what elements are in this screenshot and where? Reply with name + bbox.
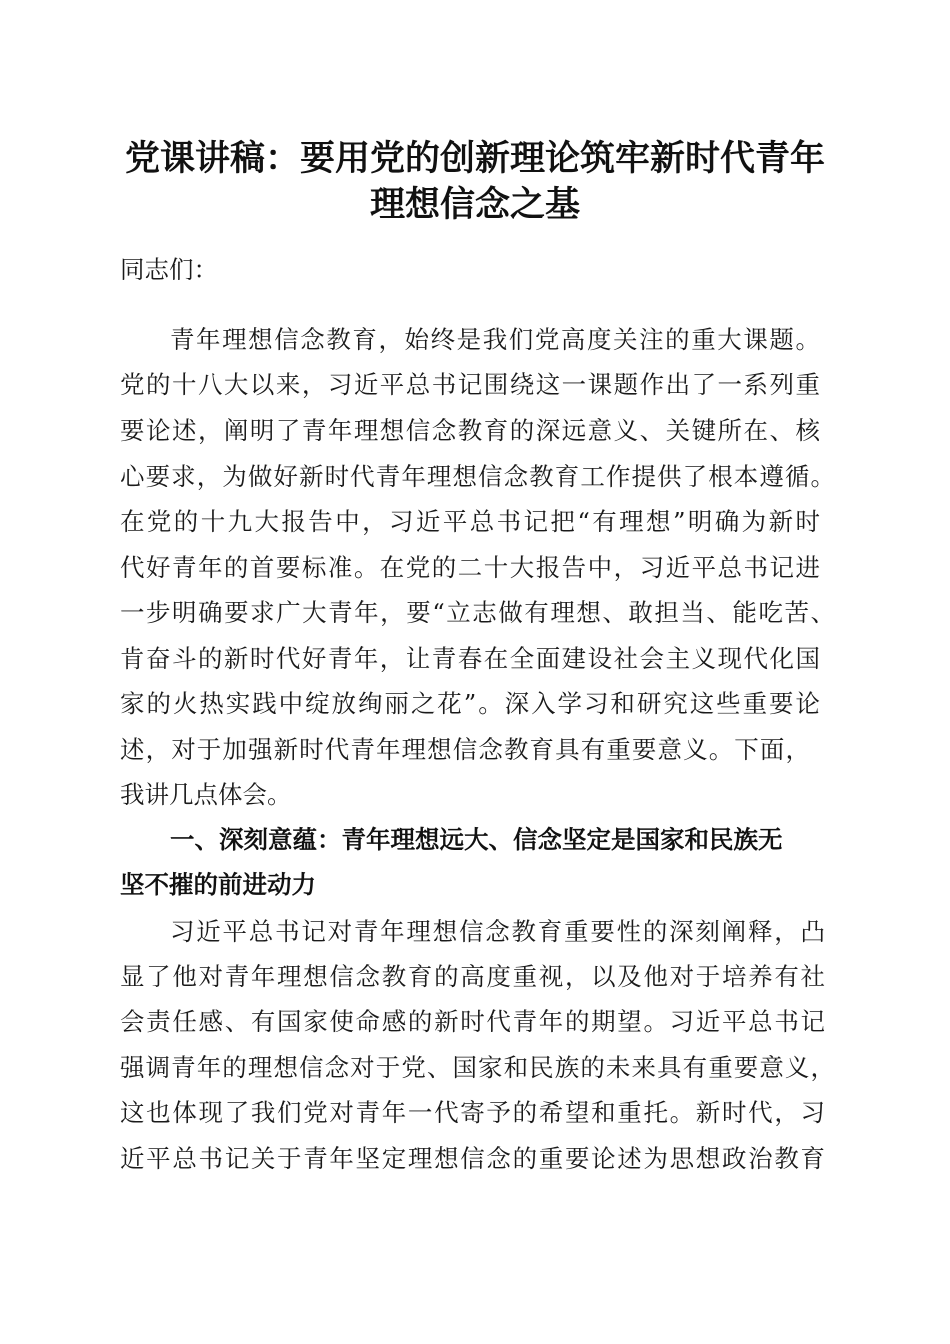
paragraph-1-line-1: 青年理想信念教育，始终是我们党高度关注的重大课题。 [170,325,820,354]
paragraph-1-line-6: 代好青年的首要标准。在党的二十大报告中，习近平总书记进 [120,553,820,582]
paragraph-1-line-5: 在党的十九大报告中，习近平总书记把“有理想”明确为新时 [120,507,820,536]
section-heading-1-line-2: 坚不摧的前进动力 [120,870,316,899]
paragraph-1-line-4: 心要求，为做好新时代青年理想信念教育工作提供了根本遵循。 [120,462,835,491]
paragraph-1-line-9: 家的火热实践中绽放绚丽之花”。深入学习和研究这些重要论 [120,689,820,718]
document-title-line-2: 理想信念之基 [369,185,580,225]
paragraph-1-line-8: 肯奋斗的新时代好青年，让青春在全面建设社会主义现代化国 [120,644,820,673]
paragraph-2-line-1: 习近平总书记对青年理想信念教育重要性的深刻阐释，凸 [170,917,825,946]
paragraph-1-line-3: 要论述，阐明了青年理想信念教育的深远意义、关键所在、核 [120,416,820,445]
paragraph-1-line-7: 一步明确要求广大青年，要“立志做有理想、敢担当、能吃苦、 [120,598,835,627]
paragraph-1-line-11: 我讲几点体会。 [120,780,292,809]
greeting: 同志们： [120,255,218,284]
paragraph-2-line-6: 近平总书记关于青年坚定理想信念的重要论述为思想政治教育 [120,1144,825,1173]
paragraph-1-line-10: 述，对于加强新时代青年理想信念教育具有重要意义。下面， [120,735,810,764]
document-title-line-1: 党课讲稿：要用党的创新理论筑牢新时代青年 [124,139,825,179]
paragraph-1-line-2: 党的十八大以来，习近平总书记围绕这一课题作出了一系列重 [120,370,820,399]
paragraph-2-line-3: 会责任感、有国家使命感的新时代青年的期望。习近平总书记 [120,1007,825,1036]
section-heading-1-line-1: 一、深刻意蕴：青年理想远大、信念坚定是国家和民族无 [170,825,783,854]
paragraph-2-line-5: 这也体现了我们党对青年一代寄予的希望和重托。新时代，习 [120,1098,825,1127]
paragraph-2-line-2: 显了他对青年理想信念教育的高度重视，以及他对于培养有社 [120,962,825,991]
paragraph-2-line-4: 强调青年的理想信念对于党、国家和民族的未来具有重要意义， [120,1053,835,1082]
